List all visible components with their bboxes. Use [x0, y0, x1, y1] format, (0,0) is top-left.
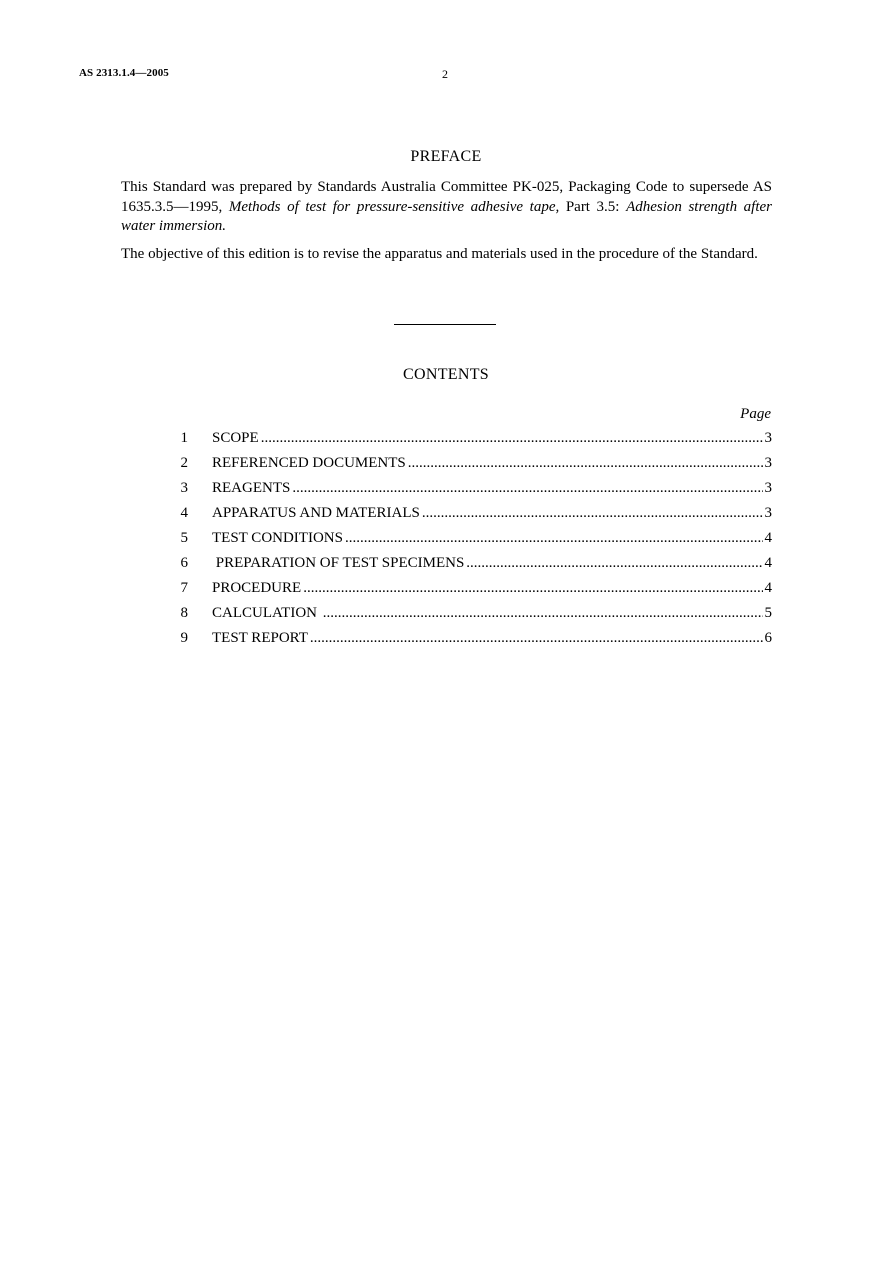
toc-entry-number: 6 — [180, 555, 188, 571]
toc-entry-test-conditions[interactable] — [150, 530, 772, 555]
toc-entry-title: APPARATUS AND MATERIALS — [212, 505, 420, 521]
toc-entry-page: 3 — [764, 480, 772, 496]
toc-entry-number: 3 — [180, 480, 188, 496]
toc-entry-title: TEST REPORT — [212, 630, 308, 646]
toc-entry-number: 8 — [180, 605, 188, 621]
toc-dot-leader — [292, 480, 762, 497]
toc-entry-number: 9 — [180, 630, 188, 646]
toc-entry-number: 1 — [180, 430, 188, 446]
toc-dot-leader — [310, 630, 763, 647]
section-divider — [394, 324, 496, 325]
toc-entry-page: 3 — [764, 505, 772, 521]
referenced-standard-title: Methods of test for pressure-sensitive adhesive tape, — [228, 198, 560, 215]
preface-paragraph-1 — [121, 178, 772, 237]
toc-dot-leader — [323, 605, 763, 622]
preface-title: PREFACE — [410, 148, 482, 165]
toc-entry-page: 3 — [764, 455, 772, 471]
toc-entry-number: 4 — [180, 505, 188, 521]
toc-dot-leader — [408, 455, 763, 472]
toc-entry-title: PREPARATION OF TEST SPECIMENS — [212, 555, 465, 571]
toc-entry-page: 5 — [764, 605, 772, 621]
referenced-part-title: Adhesion strength after water immersion. — [121, 198, 772, 234]
preface-paragraph-2: The objective of this edition is to revise the apparatus and materials used in the procedure of the Standard. — [121, 246, 758, 262]
toc-entry-title: REAGENTS — [212, 480, 291, 496]
toc-entry-title: CALCULATION — [212, 605, 321, 621]
contents-title: CONTENTS — [403, 366, 489, 383]
toc-entry-title: REFERENCED DOCUMENTS — [212, 455, 406, 471]
toc-entry-test-report[interactable] — [150, 630, 772, 655]
toc-entry-page: 6 — [764, 630, 772, 646]
toc-dot-leader — [345, 530, 763, 547]
toc-entry-number: 5 — [180, 530, 188, 546]
page-number: 2 — [442, 67, 448, 81]
toc-entry-calculation[interactable] — [150, 605, 772, 630]
page-column-label: Page — [740, 406, 771, 422]
toc-dot-leader — [422, 505, 763, 522]
toc-entry-apparatus-and-materials[interactable] — [150, 505, 772, 530]
toc-entry-preparation-of-test-specimens[interactable] — [150, 555, 772, 580]
toc-entry-title: PROCEDURE — [212, 580, 302, 596]
toc-dot-leader — [303, 580, 762, 597]
document-id: AS 2313.1.4—2005 — [79, 67, 169, 79]
toc-dot-leader — [466, 555, 762, 572]
toc-entry-page: 3 — [764, 430, 772, 446]
toc-entry-title: SCOPE — [212, 430, 259, 446]
toc-dot-leader — [261, 430, 763, 447]
toc-entry-referenced-documents[interactable] — [150, 455, 772, 480]
toc-entry-reagents[interactable] — [150, 480, 772, 505]
toc-entry-page: 4 — [764, 555, 772, 571]
preface-text: Part 3.5: — [559, 198, 627, 215]
toc-entry-page: 4 — [764, 530, 772, 546]
toc-entry-number: 2 — [180, 455, 188, 471]
toc-entry-page: 4 — [764, 580, 772, 596]
table-of-contents — [150, 430, 772, 655]
toc-entry-procedure[interactable] — [150, 580, 772, 605]
toc-entry-scope[interactable] — [150, 430, 772, 455]
toc-entry-number: 7 — [180, 580, 188, 596]
preface-text: This Standard was prepared by Standards Australia Committee PK-025, Packaging Code to supersede AS 1635.3.5—1995, — [121, 179, 772, 215]
toc-entry-title: TEST CONDITIONS — [212, 530, 343, 546]
